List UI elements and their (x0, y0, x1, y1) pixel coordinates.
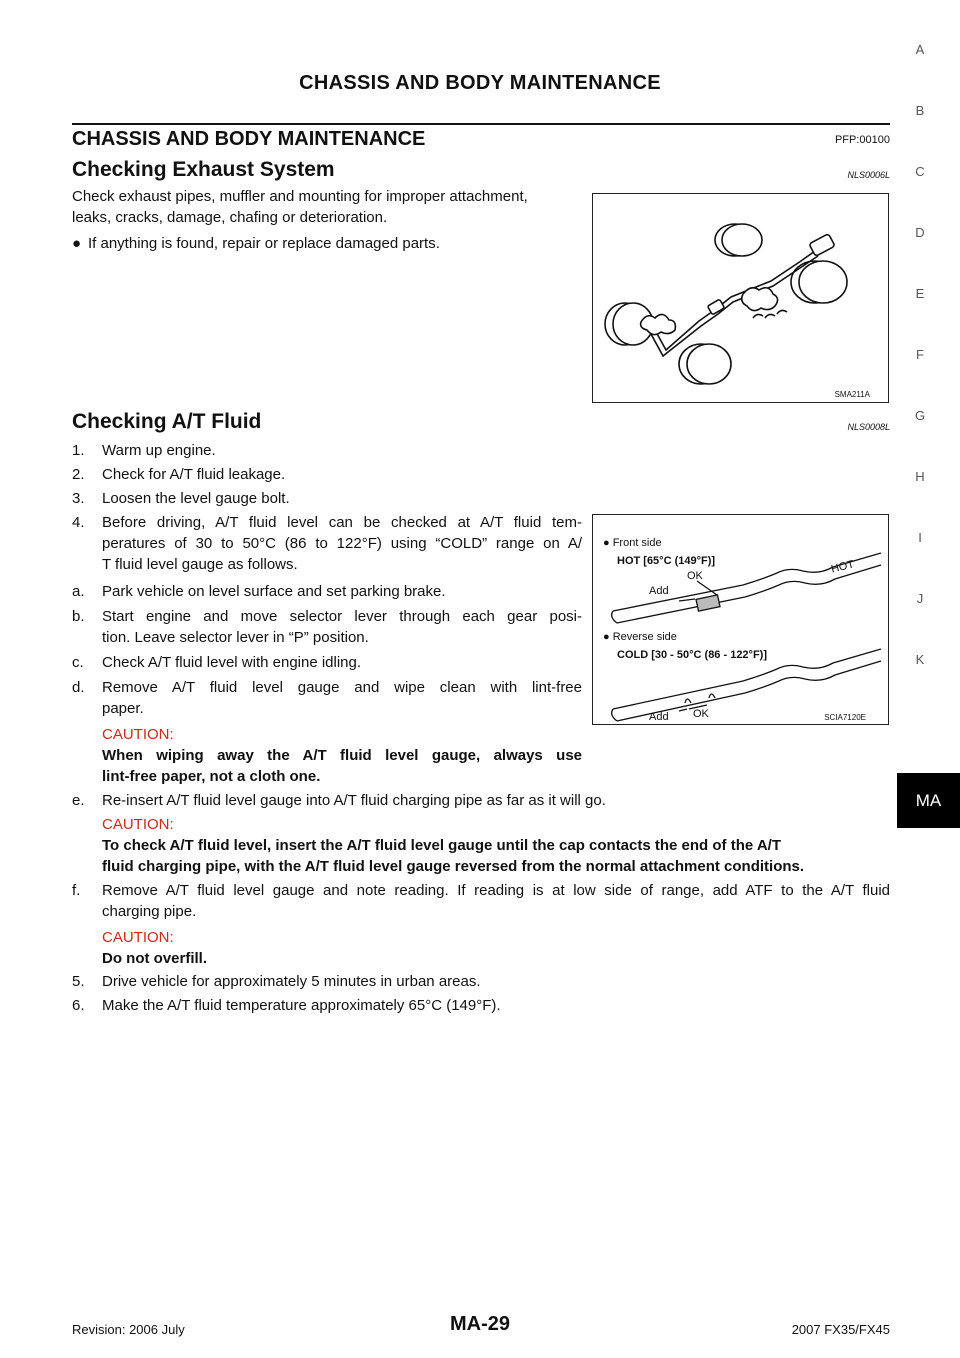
bullet-dot-icon: ● (603, 537, 613, 549)
side-index-g[interactable]: G (914, 408, 926, 423)
caution-1 (102, 724, 582, 787)
side-index-a[interactable]: A (915, 42, 925, 57)
hot-range-label: HOT [65°C (149°F)] (617, 555, 716, 567)
cold-range-label: COLD [30 - 50°C (86 - 122°F)] (617, 649, 767, 661)
exhaust-line-1: Check exhaust pipes, muffler and mounting for improper attachment, (72, 188, 528, 205)
caution-2-line-2: fluid charging pipe, with the A/T fluid level gauge reversed from the normal attachment conditions. (102, 858, 805, 875)
atf-gauge-figure (592, 514, 889, 725)
gauge-hot-marking: HOT (829, 558, 856, 576)
side-index-c[interactable]: C (915, 164, 925, 179)
section-title: CHASSIS AND BODY MAINTENANCE (72, 128, 426, 150)
caution-2 (102, 814, 892, 877)
side-index-d[interactable]: D (915, 225, 925, 240)
exhaust-bullet (72, 233, 440, 254)
exhaust-bullet-text: If anything is found, repair or replace damaged parts. (88, 235, 440, 252)
atf-procedure: 1. Warm up engine. 2. Check for A/T fluid leakage. 3. Loosen the level gauge bolt. 4. Before driving, A/T fluid level can be checked at A/T fluid tem- peratures of 30 to 50°C (86 to 122°F) using “COLD” range on A/ T fluid level gauge as follows. a. Park vehicle on level surface and set parking brake. b. Start engine and move selector lever through each gear posi- tion. Leave selector lever in “P” position. c. Check A/T fluid level with engine idling. d. Remove A/T fluid level gauge and wipe clean with lint-free paper. CAUTION: When wiping away the A/T fluid level gauge, always use lint-free paper, not a cloth one. e. Re-insert A/T fluid level gauge into A/T fluid charging pipe as far as it will go. CAUTION: To check A/T fluid level, insert the A/T fluid level gauge until the cap contacts the end of the A/T fluid charging pipe, with the A/T fluid level gauge reversed from the normal attachment conditions. f. Remove A/T fluid level gauge and note reading. If reading is at low side of range, add ATF to the A/T fluid charging pipe. CAUTION: Do not overfill. 5. Drive vehicle for approximately 5 minutes in urban areas. (72, 442, 890, 990)
section-code: PFP:00100 (834, 134, 890, 146)
exhaust-code: NLS0006L (847, 170, 890, 180)
reverse-add-label: Add (649, 711, 669, 723)
exhaust-paragraph (72, 186, 582, 228)
caution-2-line-1: To check A/T fluid level, insert the A/T fluid level gauge until the cap contacts the end of the A/T (102, 837, 781, 854)
side-index-h[interactable]: H (915, 469, 925, 484)
atf-figure-code: SCIA7120E (824, 713, 866, 722)
caution-2-heading: CAUTION: (102, 816, 174, 833)
caution-3-heading: CAUTION: (102, 929, 174, 946)
caution-1-line-1: When wiping away the A/T fluid level gauge, always use (102, 747, 582, 764)
caution-1-line-2: lint-free paper, not a cloth one. (102, 768, 321, 785)
caution-1-heading: CAUTION: (102, 726, 174, 743)
caution-3-line-1: Do not overfill. (102, 950, 207, 967)
front-add-label: Add (649, 585, 669, 597)
side-index-b[interactable]: B (915, 103, 925, 118)
exhaust-line-2: leaks, cracks, damage, chafing or deterioration. (72, 209, 388, 226)
atf-code: NLS0008L (847, 422, 890, 432)
side-index-i[interactable]: I (918, 530, 922, 545)
exhaust-system-illustration (593, 194, 888, 402)
caution-3 (102, 927, 207, 969)
footer-revision: Revision: 2006 July (72, 1322, 185, 1337)
exhaust-figure (592, 193, 889, 403)
front-ok-label: OK (687, 570, 703, 582)
front-side-label: ● Front side (603, 537, 662, 549)
footer-model: 2007 FX35/FX45 (791, 1322, 890, 1337)
page-header-title: CHASSIS AND BODY MAINTENANCE (299, 72, 661, 94)
footer-page-number: MA-29 (449, 1313, 510, 1335)
section-rule (72, 123, 890, 125)
side-index-e[interactable]: E (915, 286, 925, 301)
bullet-dot-icon: ● (603, 631, 613, 643)
reverse-side-label: ● Reverse side (603, 631, 677, 643)
side-index-k[interactable]: K (915, 652, 925, 667)
reverse-ok-label: OK (693, 708, 709, 720)
bullet-dot-icon: ● (72, 235, 82, 252)
side-index-j[interactable]: J (916, 591, 924, 606)
side-index-f[interactable]: F (916, 347, 924, 362)
side-index-ma-active-tab[interactable]: MA (897, 773, 960, 828)
atf-title: Checking A/T Fluid (72, 410, 262, 433)
exhaust-title: Checking Exhaust System (72, 158, 335, 181)
exhaust-figure-code: SMA211A (834, 390, 870, 399)
